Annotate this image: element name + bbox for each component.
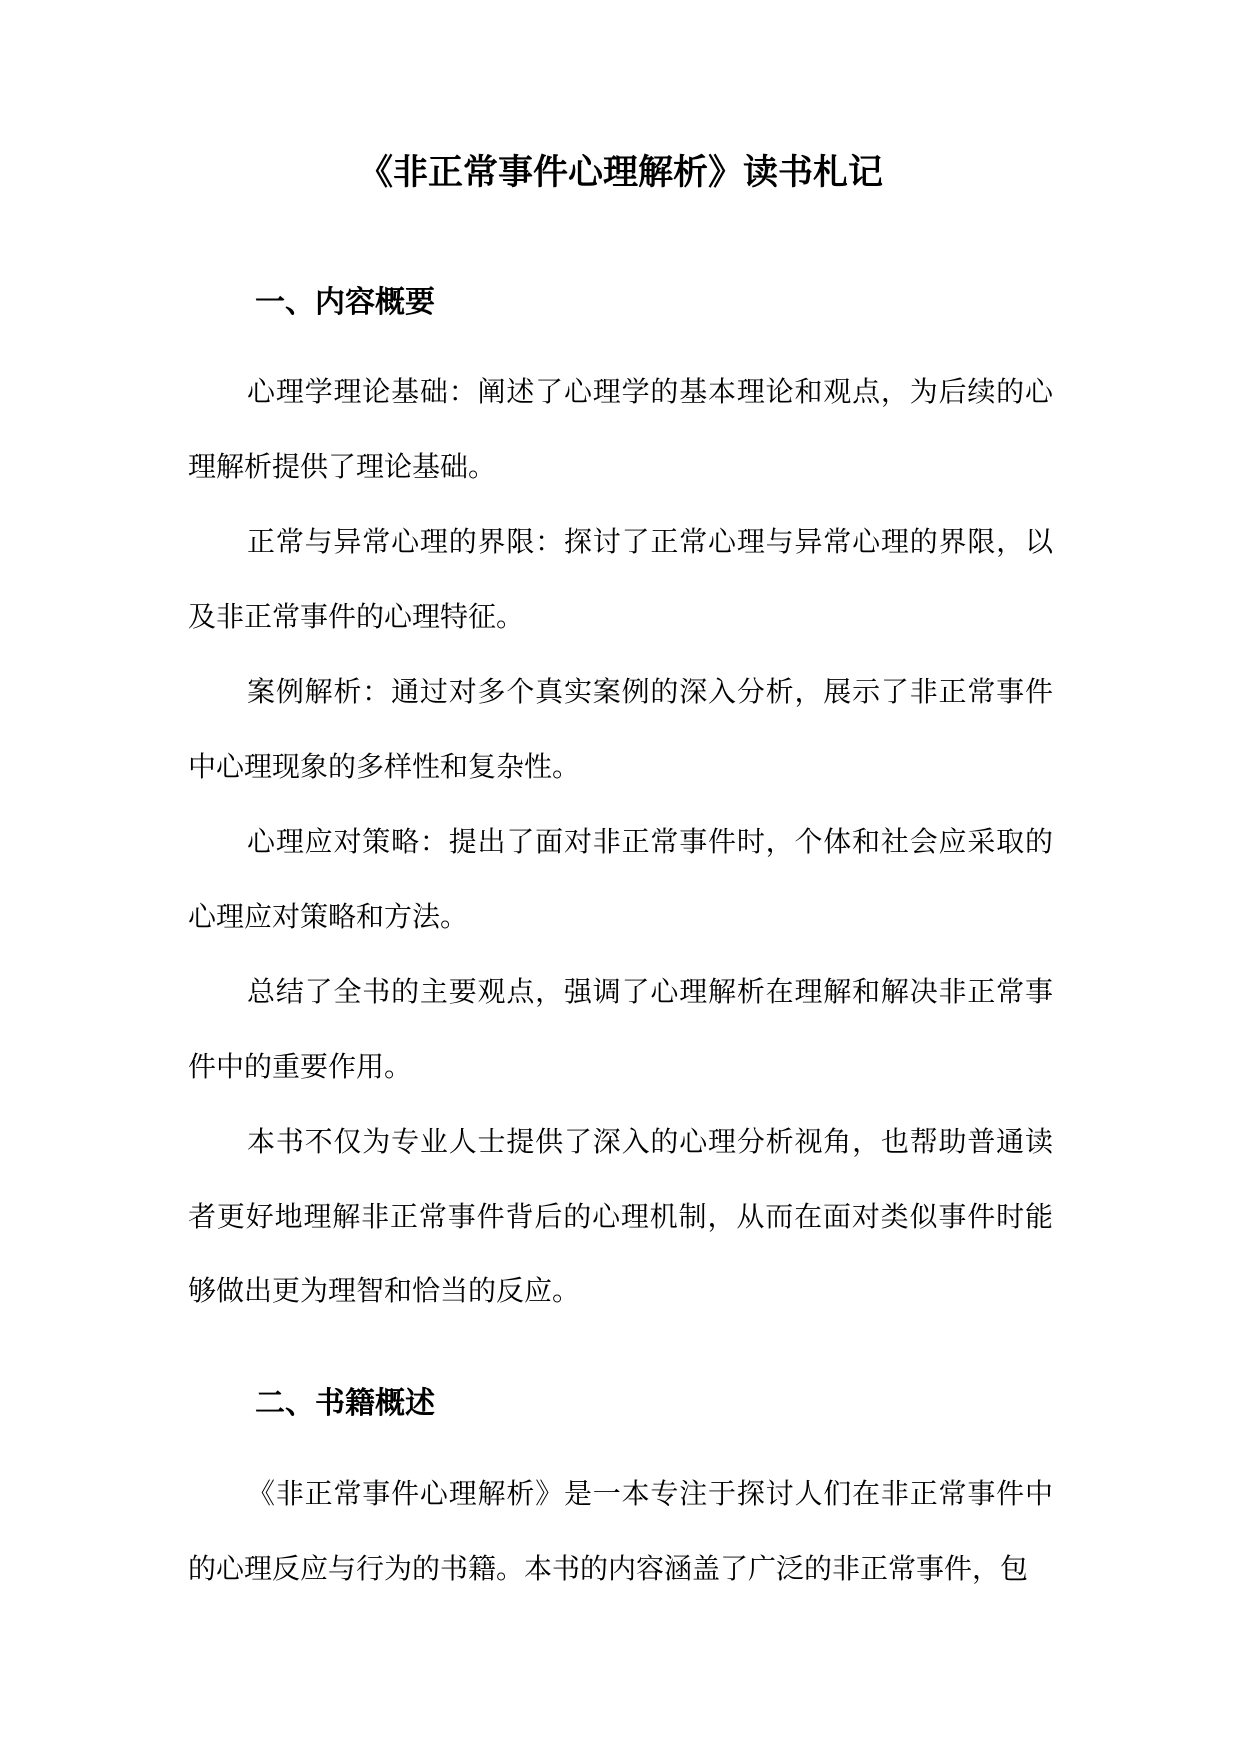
paragraph: 心理学理论基础：阐述了心理学的基本理论和观点，为后续的心理解析提供了理论基础。 [188,375,1053,483]
paragraph: 心理应对策略：提出了面对非正常事件时，个体和社会应采取的心理应对策略和方法。 [188,825,1053,933]
paragraph: 本书不仅为专业人士提供了深入的心理分析视角，也帮助普通读者更好地理解非正常事件背后的心理机制，从而在面对类似事件时能够做出更为理智和恰当的反应。 [188,1125,1053,1307]
section-heading-summary: 一、内容概要 [255,285,435,320]
section-heading-overview: 二、书籍概述 [255,1386,435,1421]
document-title: 《非正常事件心理解析》读书札记 [357,153,883,193]
paragraph: 案例解析：通过对多个真实案例的深入分析，展示了非正常事件中心理现象的多样性和复杂性。 [188,675,1053,783]
paragraph: 正常与异常心理的界限：探讨了正常心理与异常心理的界限，以及非正常事件的心理特征。 [188,525,1053,633]
paragraph: 总结了全书的主要观点，强调了心理解析在理解和解决非正常事件中的重要作用。 [188,975,1053,1083]
paragraph: 《非正常事件心理解析》是一本专注于探讨人们在非正常事件中的心理反应与行为的书籍。本书的内容涵盖了广泛的非正常事件，包 [188,1477,1053,1585]
